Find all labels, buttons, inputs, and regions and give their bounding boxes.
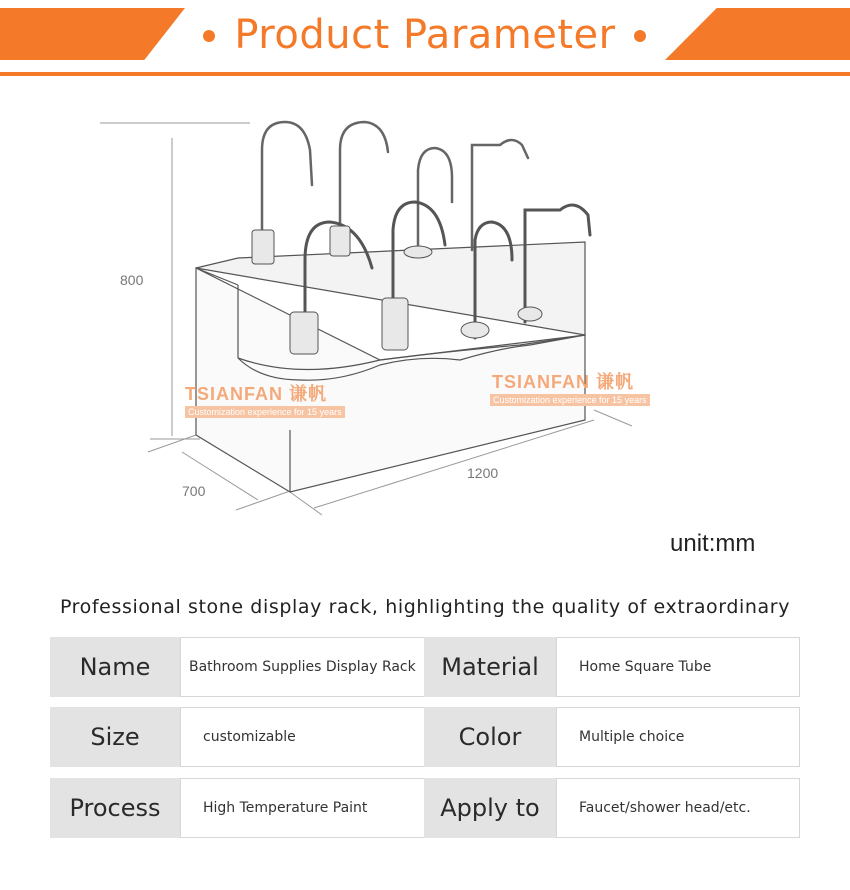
faucet-4 (472, 140, 528, 250)
faucet-3 (418, 148, 452, 252)
watermark-logo-left: TSIANFAN 谦帆 (185, 384, 328, 404)
param-label: Size (50, 707, 180, 767)
param-label: Material (424, 637, 556, 697)
header-banner (0, 0, 850, 80)
depth-label: 700 (182, 483, 206, 499)
width-label: 1200 (467, 465, 499, 481)
param-label: Name (50, 637, 180, 697)
height-label: 800 (120, 272, 144, 288)
watermark-sub-right: Customization experience for 15 years (490, 394, 650, 406)
watermark-sub-left: Customization experience for 15 years (185, 406, 345, 418)
watermark-logo-right: TSIANFAN 谦帆 (492, 372, 635, 392)
unit-label: unit:mm (670, 530, 756, 557)
display-rack-drawing (0, 90, 850, 540)
param-label: Apply to (424, 778, 556, 838)
param-value: customizable (180, 707, 434, 767)
param-value: Faucet/shower head/etc. (556, 778, 800, 838)
param-row (50, 637, 800, 697)
param-value: High Temperature Paint (180, 778, 434, 838)
tagline: Professional stone display rack, highlighting the quality of extraordinary (59, 596, 791, 618)
page-title: Product Parameter (234, 12, 616, 58)
param-row (50, 778, 800, 838)
param-label: Process (50, 778, 180, 838)
param-value: Home Square Tube (556, 637, 800, 697)
product-diagram (0, 90, 850, 540)
param-value: Multiple choice (556, 707, 800, 767)
param-value: Bathroom Supplies Display Rack (180, 637, 434, 697)
header-underline (0, 72, 850, 76)
title-dot-right (634, 30, 646, 42)
param-label: Color (424, 707, 556, 767)
param-row (50, 707, 800, 767)
